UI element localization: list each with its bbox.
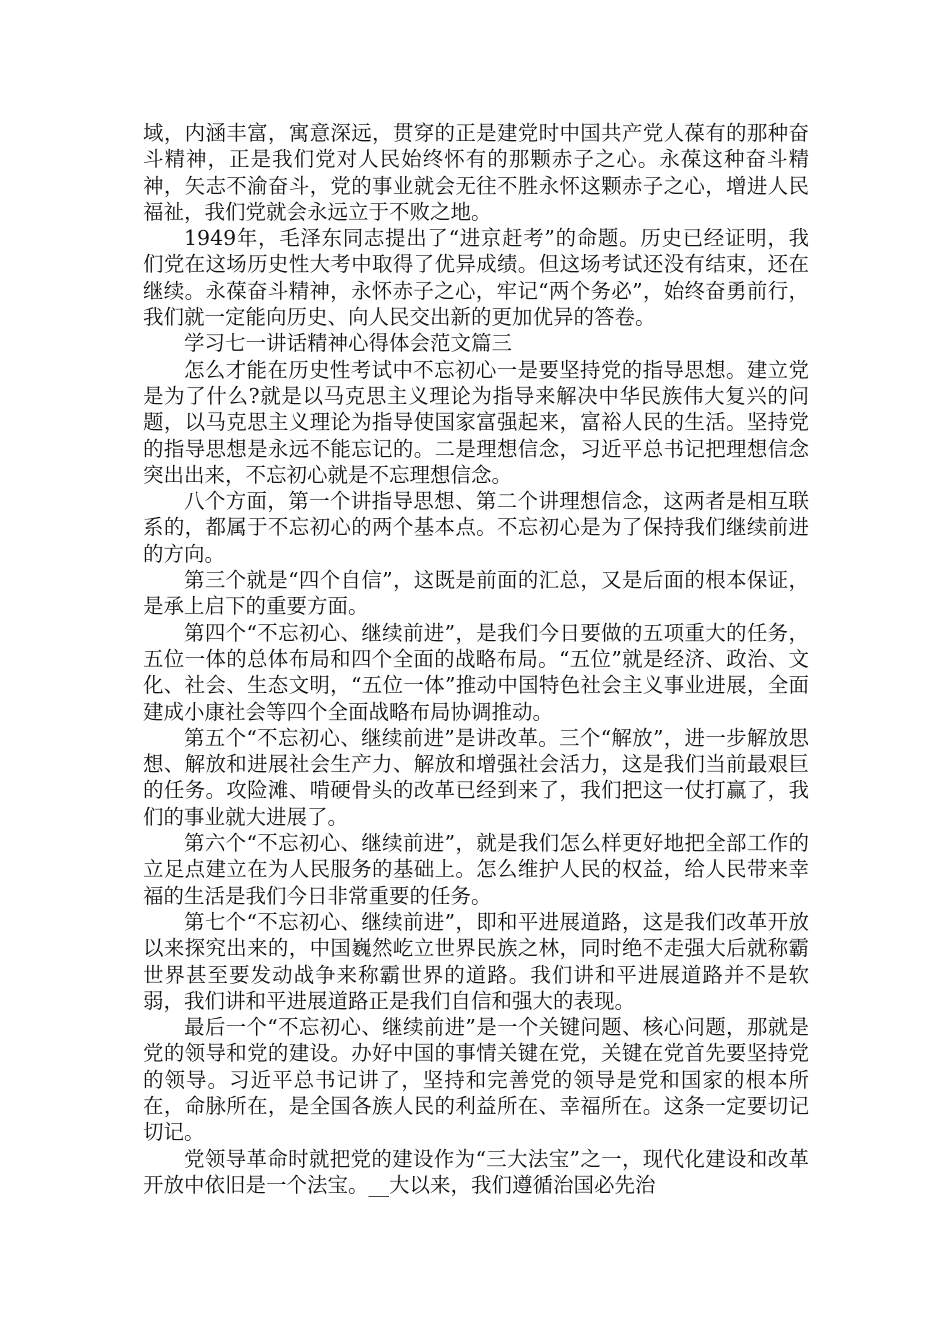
paragraph-sixth: 第六个“不忘初心、继续前进”，就是我们怎么样更好地把全部工作的立足点建立在为人民服务的基础上。怎么维护人民的权益，给人民带来幸福的生活是我们今日非常重要的任务。 [143, 831, 809, 908]
paragraph-continuation: 域，内涵丰富，寓意深远，贯穿的正是建党时中国共产党人葆有的那种奋斗精神，正是我们党对人民始终怀有的那颗赤子之心。永葆这种奋斗精神，矢志不渝奋斗，党的事业就会无往不胜永怀这颗赤子之心，增进人民福祉，我们党就会永远立于不败之地。 [143, 121, 809, 224]
document-page [143, 120, 809, 1198]
paragraph-guiding-thought: 怎么才能在历史性考试中不忘初心一是要坚持党的指导思想。建立党是为了什么?就是以马克思主义理论为指导来解决中华民族伟大复兴的问题，以马克思主义理论为指导使国家富强起来，富裕人民的生活。坚持党的指导思想是永远不能忘记的。二是理想信念，习近平总书记把理想信念突出出来，不忘初心就是不忘理想信念。 [143, 357, 809, 487]
paragraph-third: 第三个就是“四个自信”，这既是前面的汇总，又是后面的根本保证，是承上启下的重要方面。 [143, 568, 809, 619]
paragraph-eight-aspects: 八个方面，第一个讲指导思想、第二个讲理想信念，这两者是相互联系的，都属于不忘初心的两个基本点。不忘初心是为了保持我们继续前进的方向。 [143, 489, 809, 566]
paragraph-last: 最后一个“不忘初心、继续前进”是一个关键问题、核心问题，那就是党的领导和党的建设。办好中国的事情关键在党，关键在党首先要坚持党的领导。习近平总书记讲了，坚持和完善党的领导是党和国家的根本所在，命脉所在，是全国各族人民的利益所在、幸福所在。这条一定要切记切记。 [143, 1015, 809, 1145]
paragraph-fifth: 第五个“不忘初心、继续前进”是讲改革。三个“解放”，进一步解放思想、解放和进展社会生产力、解放和增强社会活力，这是我们当前最艰巨的任务。攻险滩、啃硬骨头的改革已经到来了，我们把这一仗打赢了，我们的事业就大进展了。 [143, 725, 809, 829]
paragraph-fourth: 第四个“不忘初心、继续前进”，是我们今日要做的五项重大的任务，五位一体的总体布局和四个全面的战略布局。“五位”就是经济、政治、文化、社会、生态文明，“五位一体”推动中国特色社会主义事业进展，全面建成小康社会等四个全面战略布局协调推动。 [143, 620, 809, 724]
paragraph-seventh: 第七个“不忘初心、继续前进”，即和平进展道路，这是我们改革开放以来探究出来的，中国巍然屹立世界民族之林，同时绝不走强大后就称霸世界甚至要发动战争来称霸世界的道路。我们讲和平进展道路并不是软弱，我们讲和平进展道路正是我们自信和强大的表现。 [143, 909, 809, 1013]
paragraph-party-building: 党领导革命时就把党的建设作为“三大法宝”之一，现代化建设和改革开放中依旧是一个法宝。__大以来，我们遵循治国必先治 [143, 1146, 809, 1197]
section-heading: 学习七一讲话精神心得体会范文篇三 [184, 331, 512, 356]
paragraph-1949: 1949年，毛泽东同志提出了“进京赶考”的命题。历史已经证明，我们党在这场历史性大考中取得了优异成绩。但这场考试还没有结束，还在继续。永葆奋斗精神，永怀赤子之心，牢记“两个务必”，始终奋勇前行，我们就一定能向历史、向人民交出新的更加优异的答卷。 [143, 226, 809, 330]
